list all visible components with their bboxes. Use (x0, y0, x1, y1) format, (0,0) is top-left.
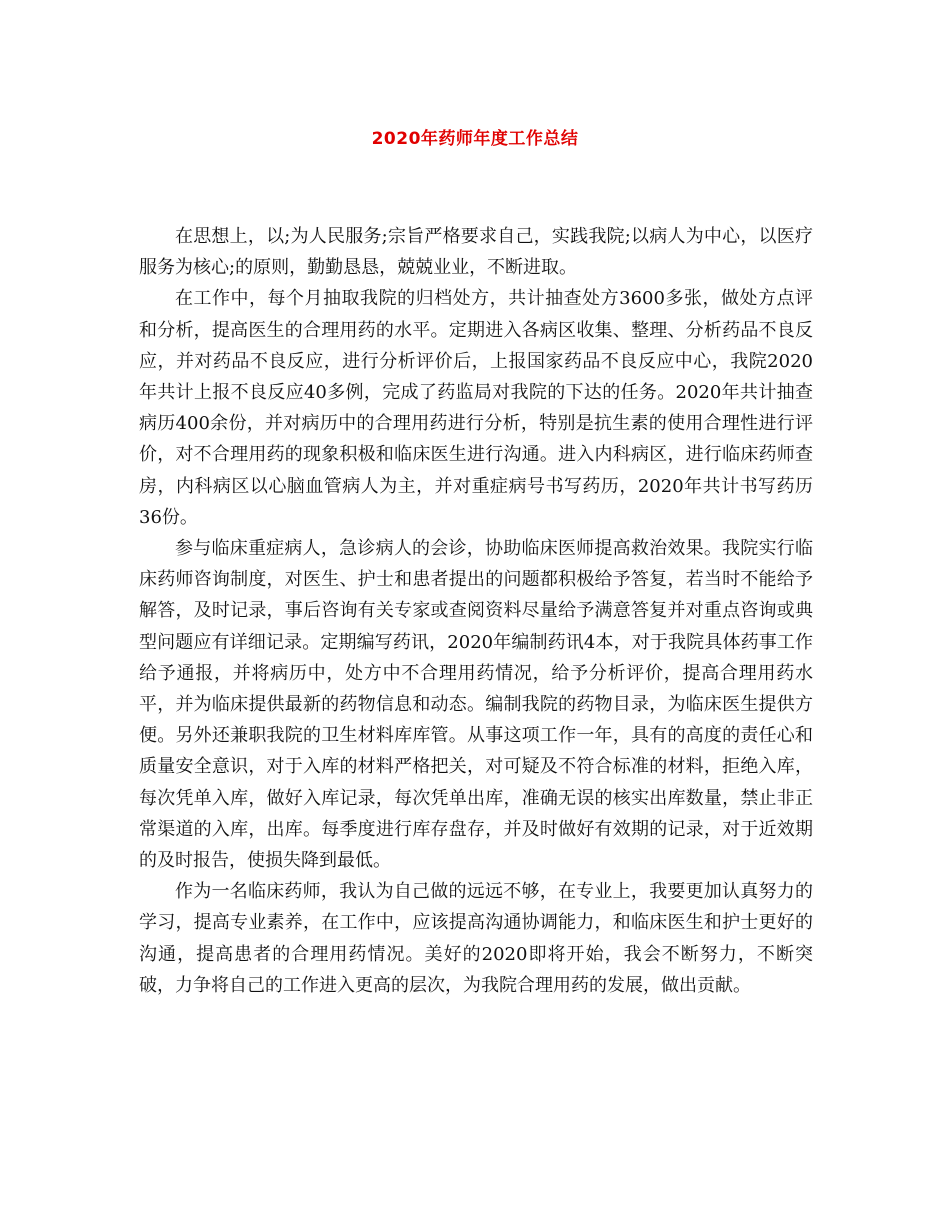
document-body (139, 221, 813, 1001)
paragraph-2: 在工作中，每个月抽取我院的归档处方，共计抽查处方3600多张，做处方点评和分析，提高医生的合理用药的水平。定期进入各病区收集、整理、分析药品不良反应，并对药品不良反应，进行分析评价后，上报国家药品不良反应中心，我院2020年共计上报不良反应40多例，完成了药监局对我院的下达的任务。2020年共计抽查病历400余份，并对病历中的合理用药进行分析，特别是抗生素的使用合理性进行评价，对不合理用药的现象积极和临床医生进行沟通。进入内科病区，进行临床药师查房，内科病区以心脑血管病人为主，并对重症病号书写药历，2020年共计书写药历36份。 (139, 288, 813, 528)
paragraph-4: 作为一名临床药师，我认为自己做的远远不够，在专业上，我要更加认真努力的学习，提高专业素养，在工作中，应该提高沟通协调能力，和临床医生和护士更好的沟通，提高患者的合理用药情况。美好的2020即将开始，我会不断努力，不断突破，力争将自己的工作进入更高的层次，为我院合理用药的发展，做出贡献。 (139, 881, 813, 996)
document-title: 2020年药师年度工作总结 (371, 129, 579, 149)
paragraph-3: 参与临床重症病人，急诊病人的会诊，协助临床医师提高救治效果。我院实行临床药师咨询制度，对医生、护士和患者提出的问题都积极给予答复，若当时不能给予解答，及时记录，事后咨询有关专家或查阅资料尽量给予满意答复并对重点咨询或典型问题应有详细记录。定期编写药讯，2020年编制药讯4本，对于我院具体药事工作给予通报，并将病历中，处方中不合理用药情况，给予分析评价，提高合理用药水平，并为临床提供最新的药物信息和动态。编制我院的药物目录，为临床医生提供方便。另外还兼职我院的卫生材料库库管。从事这项工作一年，具有的高度的责任心和质量安全意识，对于入库的材料严格把关，对可疑及不符合标准的材料，拒绝入库，每次凭单入库，做好入库记录，每次凭单出库，准确无误的核实出库数量，禁止非正常渠道的入库，出库。每季度进行库存盘存，并及时做好有效期的记录，对于近效期的及时报告，使损失降到最低。 (139, 538, 813, 872)
paragraph-1: 在思想上，以;为人民服务;宗旨严格要求自己，实践我院;以病人为中心，以医疗服务为核心;的原则，勤勤恳恳，兢兢业业，不断进取。 (139, 226, 813, 279)
